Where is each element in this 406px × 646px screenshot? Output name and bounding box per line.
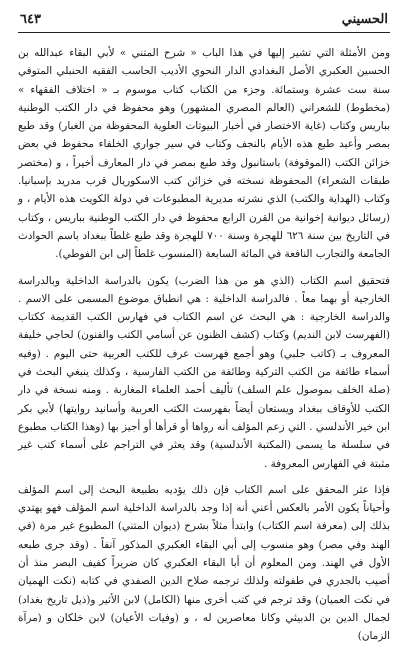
paragraph-3: فإذا عثر المحقق على اسم الكتاب فإن ذلك يؤديه بطبيعة البحث إلى اسم المؤلف وأحياناً يكون الأمر بالعكس أعني أنه إذا وجد بالدراسة الداخلية اسم المؤلف فهو يهتدي بذلك إلى (معرفة اسم الكتاب) وابتدأ مثلاً بشرح (ديوان المتني) المطبوع غير مرة (في الهند وفي مصر) وهو منسوب إلى أبي البقاء العكبري المذكور آنفاً . (وقد جرى طبعه الأول في الهند. ومن المعلوم أن أبا البقاء العكبري كان ضريراً كفيف البصر منذ أن أصيب بالجدري في طفولته ولذلك ترجمه صلاح الدين الصفدي في كتابه (نكت الهميان في نكت العميان) وقد ترجم في كتب أخرى منها (الكامل) لابن الأثير و(ذيل تاريخ بغداد) لجمال الدين بن الدبيثي وكانا معاصرين له ، و (وفيات الأعيان) لابن خلكان و (مرآة الزمان) [18, 483, 390, 643]
running-head: الحسيني [341, 12, 388, 27]
page-header [18, 10, 390, 33]
paragraph-1: ومن الأمثلة التي تشير إليها في هذا الباب « شرح المتني » لأبي البقاء عبدالله بن الحسين العكبري الأصل البغدادي الدار النحوي الأديب الحاسب الفقيه الحنبلي المتوفي سنة ست عشرة وستمائة. وجزء من الكتاب كتاب موسوم بـ « اختلاف الفقهاء » (مخطوط) للشعراني (العالم المصري المشهور) وهو محفوظ في دار الكتب الوطنية بباريس وكتاب (غاية الاختصار في أخبار البيوتات العلوية المحفوظة من الغبار) وقد طبع بمصر وأعيد طبع هذه الأيام بالنجف وكتاب في سير جواري الخلفاء محفوظ في بعض خزائن الكتب (الموقوفة) باستانبول وقد طبع بمصر في دار المعارف أخيراً ، و (مختصر طبقات الشعراء) المحفوظة نسخته في خزائن كتب الاسكوريال قرب مدريد بإسبانيا. وكتاب (الهداية والكتب) الذي نشرته مديرية المطبوعات في دولة الكويت هذه الأيام ، و (رسائل ديوانية إخوانية من القرن الرابع محفوظ في دار الكتب الوطنية بباريس ، وكتاب في التاريخ بين سنة ٦٢٦ للهجرة وسنة ٧٠٠ للهجرة وقد طبع غلطاً ببغداد باسم الحوادث الجامعة والتجارب النافعة في المائة السابعة (المنسوب غلطاً إلى ابن الفوطي). [18, 47, 390, 261]
page-body [18, 44, 390, 646]
page-number: ٦٤٣ [20, 12, 41, 27]
paragraph-2: فتحقيق اسم الكتاب (الذي هو من هذا الضرب) يكون بالدراسة الداخلية وبالدراسة الخارجية أو بهما معاً . فالدراسة الداخلية : هي انطباق موضوع المسمى على الاسم . والدراسة الخارجية : هي البحث عن اسم الكتاب في فهارس الكتب القديمة ككتاب (الفهرست لابن النديم) وكتاب (كشف الظنون عن أسامي الكتب والفنون) لحاجي خليفة المعروف بـ (كاتب جلبي) وهو أجمع فهرست عرف للكتب العربية حتى اليوم . (وفيه أسماء طائفة من الكتب التركية وطائفة من الكتب الفارسية ، وكذلك ينبغي البحث في (صلة الخلف بموصول علم السلف) تأليف أحمد العلماء المغاربة . ومنه نسخة في دار الكتب للأوقاف ببغداد ويستعان أيضاً بفهرست الكتب العربية وأسانيد روايتها) لأبي بكر ابن خير الأندلسي . التي زعم المؤلف أنه رواها أو قرأها أو أجيز بها (وهذا الكتاب مطبوع في سلسلة ما يسمى (المكتبة الأندلسية) وقد يعثر في التراجم على أسماء كتب غير مثبتة في الفهارس المعروفة . [18, 274, 390, 470]
book-page [18, 10, 390, 643]
